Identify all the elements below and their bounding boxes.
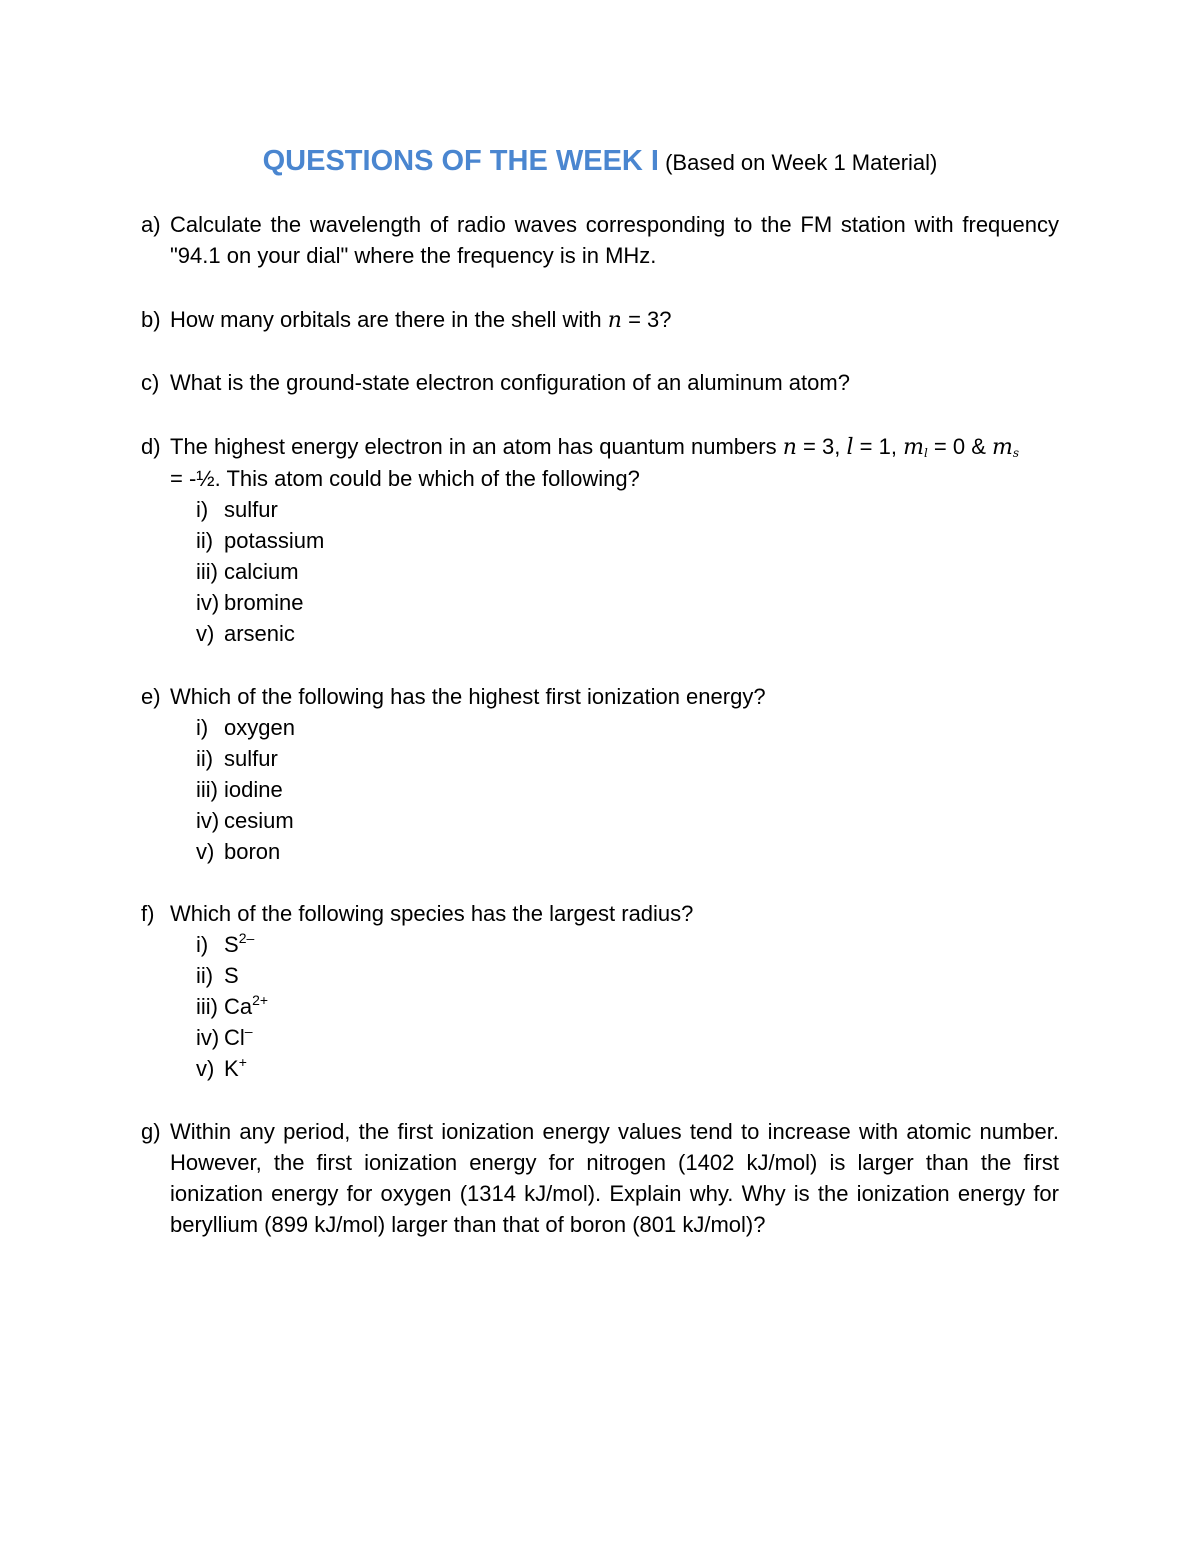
question-label: g) [141, 1119, 161, 1144]
title-subtitle: (Based on Week 1 Material) [665, 150, 938, 175]
option-item: ii) S [196, 963, 239, 988]
option-item: iv) bromine [196, 590, 304, 615]
option-item: ii) sulfur [196, 746, 278, 771]
option-list [196, 929, 1059, 1084]
question-text: Which of the following species has the largest radius? [170, 901, 694, 926]
question-text-part: = 3, [803, 434, 841, 459]
option-list [196, 494, 1059, 649]
question-text-part: = -½. This atom could be which of the following? [170, 466, 640, 491]
option-list [196, 712, 1059, 867]
question-text: Which of the following has the highest first ionization energy? [170, 684, 766, 709]
math-symbol-n: n [607, 308, 622, 333]
option-item: v) K+ [196, 1054, 247, 1081]
option-item: v) arsenic [196, 621, 295, 646]
question-text-part: = 1, [859, 434, 897, 459]
option-item: iii) $Ca^{2+}$ [196, 992, 269, 1019]
question-label: c) [141, 370, 160, 395]
math-symbol-n: n [782, 435, 797, 460]
question-label: d) [141, 434, 161, 459]
question-c [141, 367, 1059, 398]
question-f [141, 898, 1059, 1084]
math-symbol-ml: $m_l$ [903, 435, 928, 460]
option-item: v) boron [196, 839, 281, 864]
question-text: Within any period, the first ionization energy values tend to increase with atomic number. However, the first ionization energy for nitrogen (1402 kJ/mol) is larger than the first ionization energy for oxygen (1314 kJ/mol). Explain why. Why is the ionization energy for beryllium (899 kJ/mol) larger than that of boron (801 kJ/mol)? [170, 1119, 1059, 1237]
option-item: i) sulfur [196, 497, 278, 522]
question-b [141, 304, 1059, 336]
question-label: e) [141, 684, 161, 709]
question-text-part: = 0 & [933, 434, 986, 459]
question-label: f) [141, 901, 155, 926]
math-symbol-ms: $m_s$ [992, 435, 1020, 460]
title-main: QUESTIONS OF THE WEEK I [262, 145, 659, 177]
page-title [0, 143, 1200, 181]
question-d [141, 431, 1059, 649]
math-symbol-l: l [846, 435, 854, 460]
option-item: i) oxygen [196, 715, 295, 740]
option-item: iv) cesium [196, 808, 294, 833]
question-g [141, 1116, 1059, 1240]
question-e [141, 681, 1059, 867]
question-text: What is the ground-state electron configuration of an aluminum atom? [170, 370, 850, 395]
question-text: Calculate the wavelength of radio waves corresponding to the FM station with frequency "94.1 on your dial" where the frequency is in MHz. [170, 212, 1059, 268]
option-item: iii) calcium [196, 559, 299, 584]
question-text-part: How many orbitals are there in the shell with [170, 307, 602, 332]
option-item: iv) Cl– [196, 1023, 253, 1050]
option-item: i) $S^{2-}$ [196, 930, 255, 957]
question-text-part: The highest energy electron in an atom has quantum numbers [170, 434, 777, 459]
question-label: b) [141, 307, 161, 332]
option-item: ii) potassium [196, 528, 325, 553]
question-label: a) [141, 212, 161, 237]
question-text [170, 304, 1059, 336]
question-text-part: = 3? [628, 307, 672, 332]
option-item: iii) iodine [196, 777, 283, 802]
question-text [170, 431, 1059, 494]
question-a [141, 209, 1059, 271]
